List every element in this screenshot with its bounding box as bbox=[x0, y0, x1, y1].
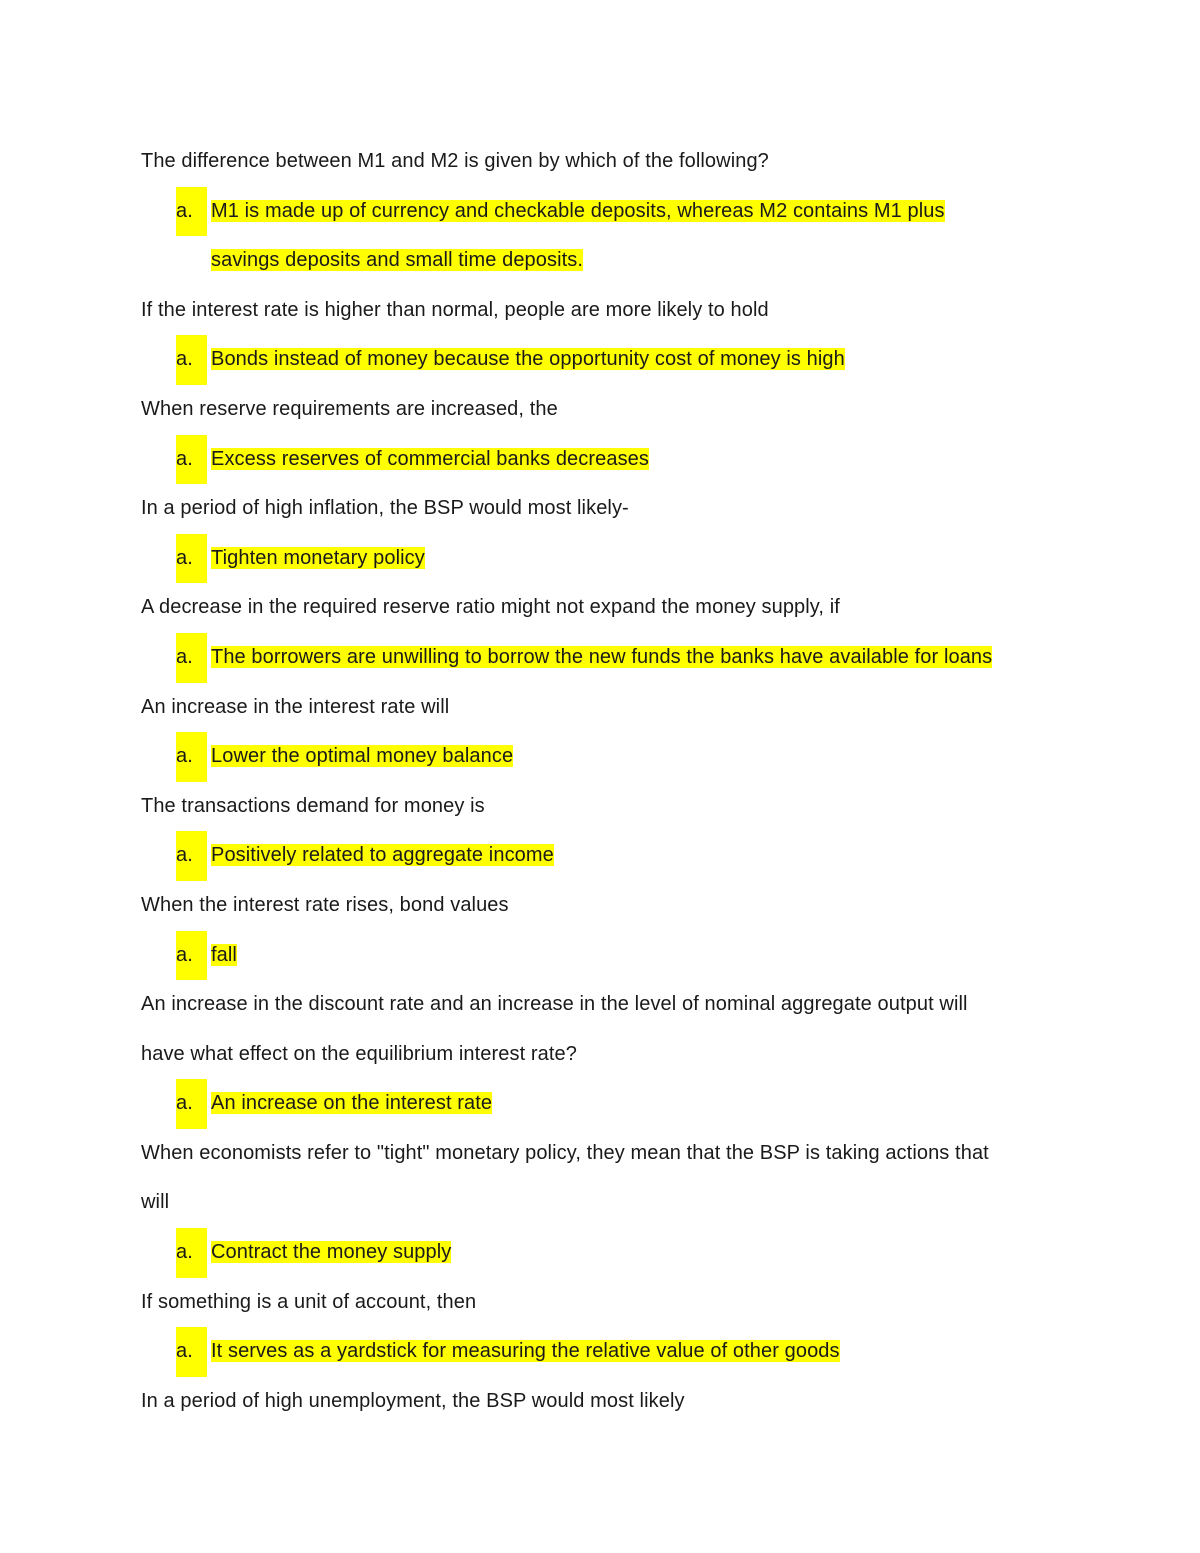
question-text: An increase in the interest rate will bbox=[141, 695, 450, 718]
answer-item bbox=[141, 633, 1061, 683]
answer-text: An increase on the interest rate bbox=[211, 1092, 493, 1115]
answer-text: Lower the optimal money balance bbox=[211, 745, 514, 768]
answer-marker: a. bbox=[176, 831, 207, 881]
answer-item bbox=[141, 1079, 1061, 1129]
answer-marker: a. bbox=[176, 931, 207, 981]
answer-text: Contract the money supply bbox=[211, 1241, 452, 1264]
answer-marker: a. bbox=[176, 435, 207, 485]
answer-marker: a. bbox=[176, 1079, 207, 1129]
answer-text: Tighten monetary policy bbox=[211, 546, 425, 569]
answer-marker: a. bbox=[176, 1327, 207, 1377]
answer-item bbox=[141, 534, 1061, 584]
answer-item bbox=[141, 931, 1061, 981]
answer-text: M1 is made up of currency and checkable deposits, whereas M2 contains M1 plus bbox=[211, 199, 945, 222]
answer-continuation bbox=[141, 236, 1061, 286]
answer-item bbox=[141, 831, 1061, 881]
answer-text: The borrowers are unwilling to borrow the new funds the banks have available for loans bbox=[211, 645, 993, 668]
answer-text: Excess reserves of commercial banks decreases bbox=[211, 447, 649, 470]
answer-marker: a. bbox=[176, 187, 207, 237]
question-text: will bbox=[141, 1191, 170, 1214]
document-body bbox=[141, 137, 1061, 1426]
answer-text: fall bbox=[211, 943, 237, 966]
answer-marker: a. bbox=[176, 633, 207, 683]
question-text: A decrease in the required reserve ratio might not expand the money supply, if bbox=[141, 596, 840, 619]
answer-marker: a. bbox=[176, 335, 207, 385]
question-text: In a period of high inflation, the BSP would most likely- bbox=[141, 497, 629, 520]
question-text: The difference between M1 and M2 is given by which of the following? bbox=[141, 150, 769, 172]
question-text: When economists refer to "tight" monetary policy, they mean that the BSP is taking actions that bbox=[141, 1141, 989, 1164]
question-text: The transactions demand for money is bbox=[141, 794, 485, 817]
answer-item bbox=[141, 335, 1061, 385]
answer-item bbox=[141, 1327, 1061, 1377]
answer-text: It serves as a yardstick for measuring the relative value of other goods bbox=[211, 1340, 840, 1363]
question-text: When the interest rate rises, bond values bbox=[141, 893, 509, 916]
answer-marker: a. bbox=[176, 534, 207, 584]
answer-text: Positively related to aggregate income bbox=[211, 844, 554, 867]
answer-item bbox=[141, 187, 1061, 237]
answer-text: Bonds instead of money because the opportunity cost of money is high bbox=[211, 348, 845, 371]
question-text: have what effect on the equilibrium interest rate? bbox=[141, 1042, 577, 1065]
question-text: In a period of high unemployment, the BSP would most likely bbox=[141, 1389, 685, 1412]
answer-item bbox=[141, 435, 1061, 485]
answer-item bbox=[141, 1228, 1061, 1278]
answer-text: savings deposits and small time deposits. bbox=[211, 249, 584, 272]
answer-marker: a. bbox=[176, 1228, 207, 1278]
question-text: When reserve requirements are increased, the bbox=[141, 397, 558, 420]
question-text: An increase in the discount rate and an increase in the level of nominal aggregate output will bbox=[141, 993, 968, 1016]
question-text: If something is a unit of account, then bbox=[141, 1290, 477, 1313]
answer-item bbox=[141, 732, 1061, 782]
answer-marker: a. bbox=[176, 732, 207, 782]
question-text: If the interest rate is higher than normal, people are more likely to hold bbox=[141, 298, 769, 321]
